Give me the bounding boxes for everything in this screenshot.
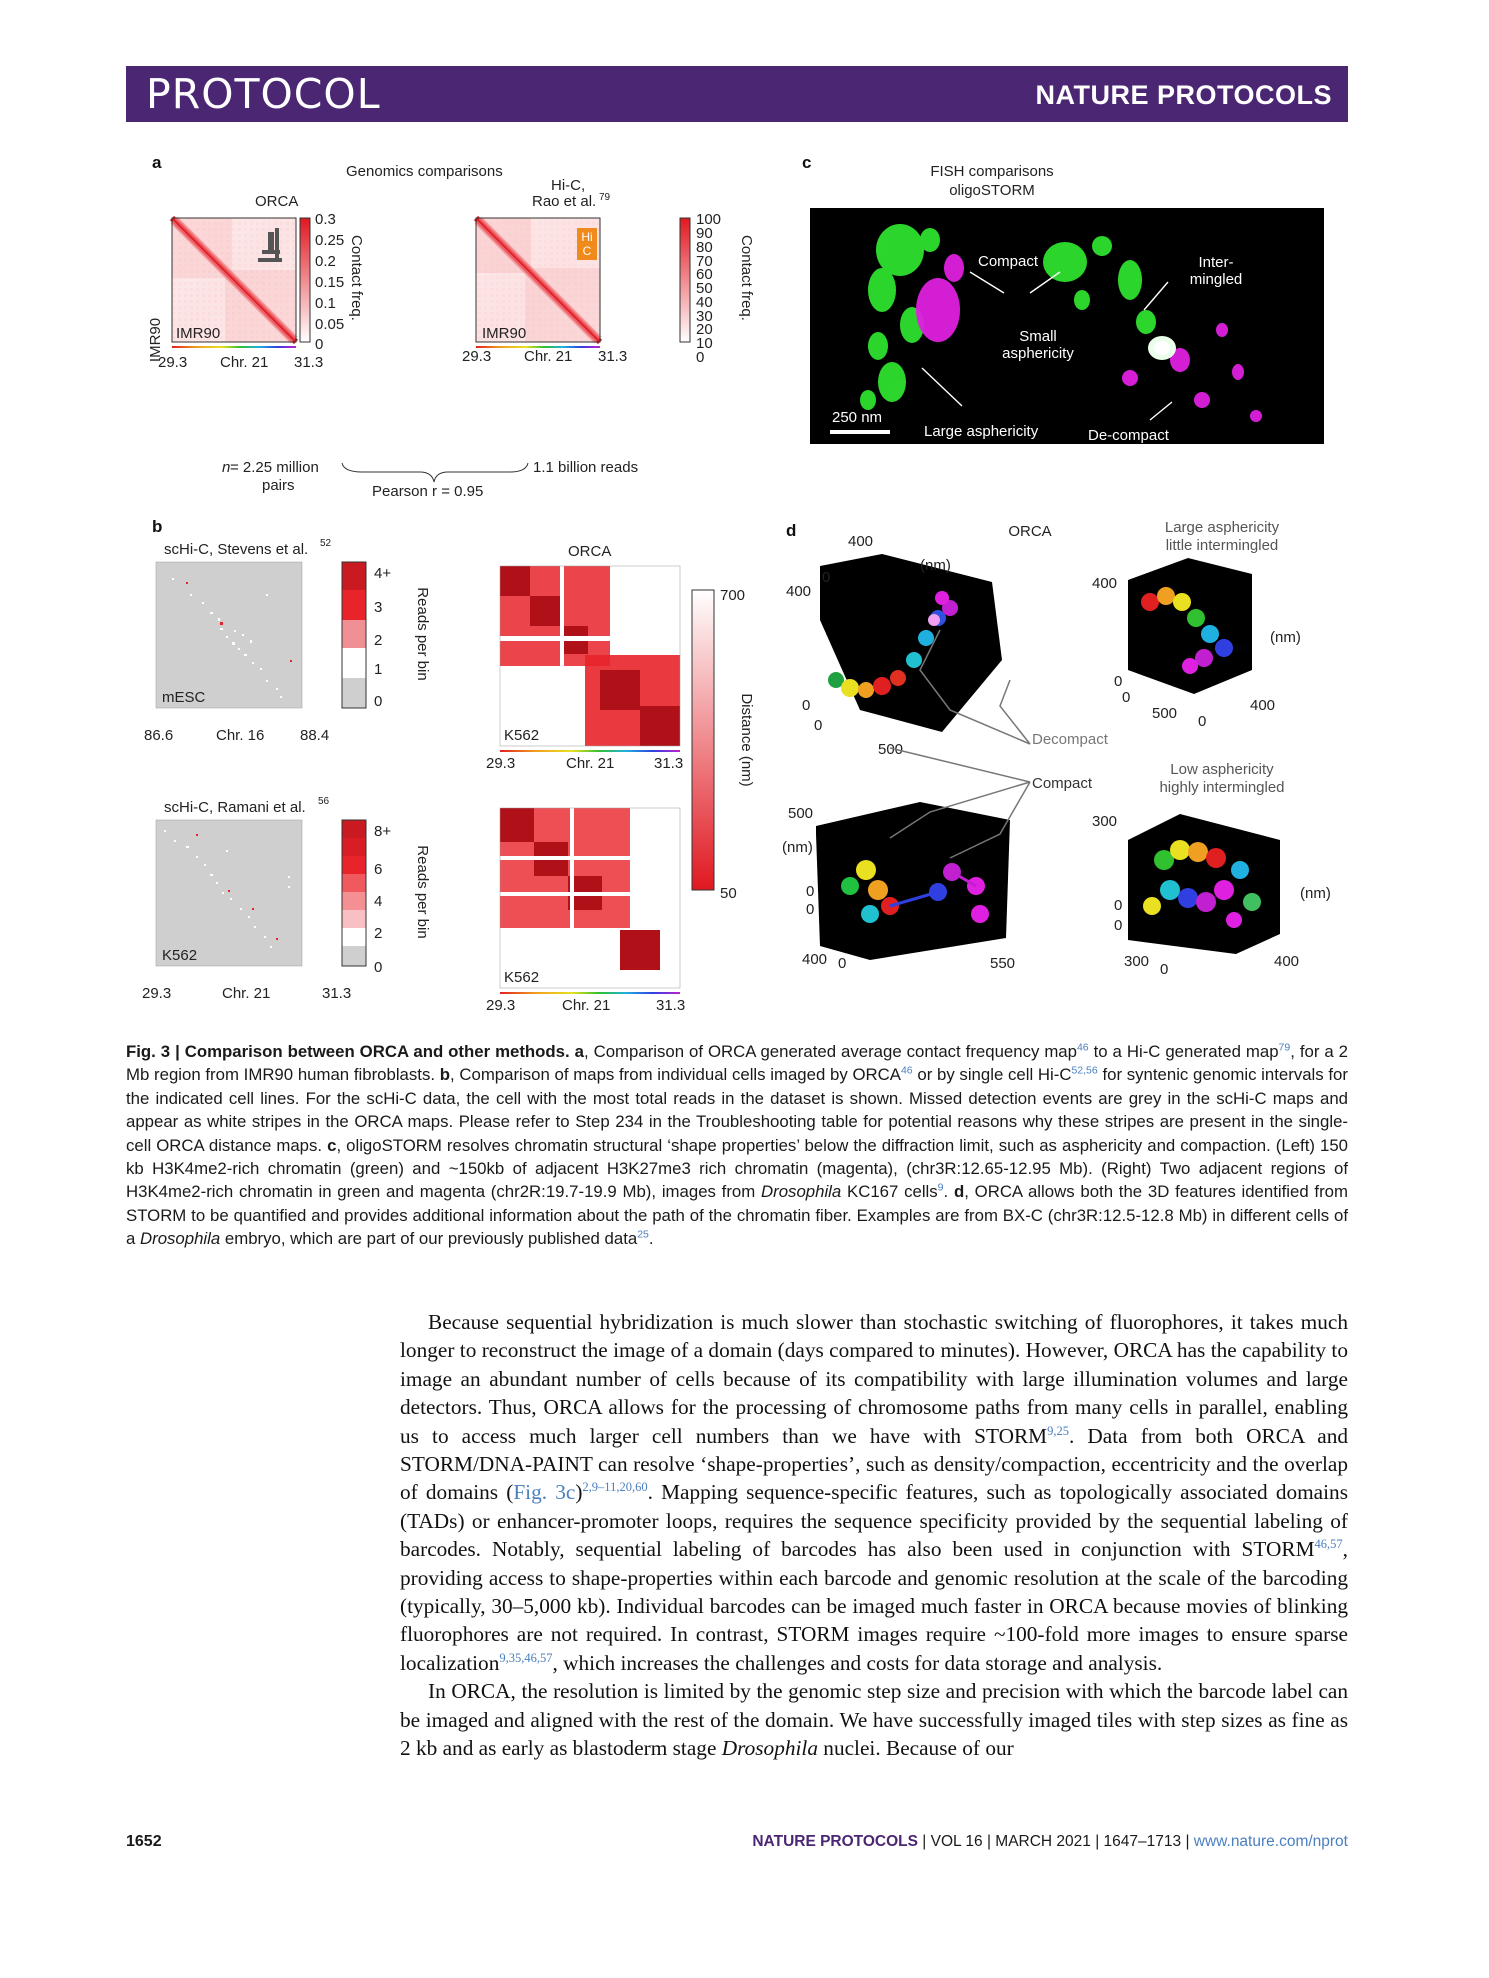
reads-per-bin-label-1: Reads per bin [414, 587, 431, 681]
orca-single-cell-top-label: K562 [504, 727, 540, 744]
large-asph-title-1: Large asphericity [1164, 519, 1280, 536]
svg-text:0: 0 [838, 955, 847, 972]
panel-c-title-2: oligoSTORM [949, 182, 1035, 199]
svg-text:0: 0 [1198, 713, 1207, 730]
svg-text:4+: 4+ [374, 565, 392, 582]
svg-text:70: 70 [696, 253, 713, 270]
svg-text:0.25: 0.25 [315, 232, 345, 249]
small-asphericity-label-2: asphericity [1002, 345, 1074, 362]
contact-freq-colorbar [300, 218, 310, 342]
ramani-schic-map [156, 820, 302, 966]
svg-text:0: 0 [822, 569, 831, 586]
hic-heatmap [476, 218, 600, 342]
oligostorm-image [810, 208, 1324, 444]
section-title: PROTOCOL [146, 70, 381, 118]
large-asphericity-label: Large asphericity [924, 423, 1039, 440]
panel-a-title: Genomics comparisons [346, 163, 503, 180]
orca-single-cell-map-bottom [500, 808, 680, 988]
panel-d-title: ORCA [1008, 523, 1052, 540]
figure-caption: Fig. 3 | Comparison between ORCA and other methods. a, Comparison of ORCA generated average contact frequency map$^{46}$ to a Hi-C generated map$^{79}$, for a 2 Mb region from IMR90 human fibroblasts. b, Comparison of maps from individual cells imaged by ORCA$^{46}$ or by single cell $Hi-C^{52,56}$ for syntenic genomic intervals for the indicated cell lines. For the scHi-C data, the cell with the most total reads in the dataset is shown. Missed detection events are grey in the scHi-C maps and appear as white stripes in the ORCA maps. Please refer to Step 234 in the Troubleshooting table for potential reasons why these stripes are present in the single-cell ORCA distance maps. c, oligoSTORM resolves chromatin structural ‘shape properties’ below the diffraction limit, such as asphericity and compaction. (Left) 150 kb H3K4me2-rich chromatin (green) and ~150kb of adjacent H3K27me3 rich chromatin (magenta), (chr3R:12.65-12.95 Mb). (Right) Two adjacent regions of H3K4me2-rich chromatin in green and magenta (chr2R:19.7-19.9 Mb), images from Drosophila KC167 cells$^9$. d, ORCA allows both the 3D features identified from STORM to be quantified and provides additional information about the path of the chromatin fiber. Examples are from BX-C (chr3R:12.5-12.8 Mb) in different cells of a Drosophila embryo, which are part of our previously published data$^{25}$. [126, 1041, 1348, 1249]
svg-text:31.3: 31.3 [294, 354, 324, 371]
comparison-stats [222, 459, 638, 500]
distance-high-tick: 700 [720, 587, 746, 604]
svg-text:29.3: 29.3 [158, 354, 188, 371]
imr90-row-label: IMR90 [147, 317, 164, 363]
orca-single-top-x-axis [486, 750, 683, 772]
orca-single-title: ORCA [568, 543, 612, 560]
svg-text:0: 0 [806, 901, 815, 918]
box-2-nm: (nm) [1270, 629, 1301, 646]
hic-colorbar [680, 218, 690, 342]
orca-x-axis [158, 346, 323, 371]
svg-text:31.3: 31.3 [598, 348, 628, 365]
ref-79[interactable]: 79 [1278, 1041, 1291, 1054]
orca-3d-box-2 [1128, 558, 1252, 694]
contact-freq-label-1: Contact freq. [348, 235, 365, 321]
svg-text:100: 100 [696, 211, 722, 228]
svg-text:0: 0 [814, 717, 823, 734]
box-3-nm: (nm) [782, 839, 813, 856]
svg-text:0: 0 [374, 693, 383, 710]
svg-text:0.15: 0.15 [315, 274, 345, 291]
svg-text:400: 400 [802, 951, 828, 968]
ramani-cell-label: K562 [162, 947, 198, 964]
svg-text:29.3: 29.3 [142, 985, 172, 1002]
svg-text:Chr. 21: Chr. 21 [524, 348, 573, 365]
ref-25[interactable]: 25 [637, 1228, 649, 1241]
orca-map-title: ORCA [255, 193, 299, 210]
svg-text:10: 10 [696, 335, 713, 352]
svg-text:Chr. 21: Chr. 21 [222, 985, 271, 1002]
orca-single-cell-map-top [500, 566, 680, 746]
svg-text:2: 2 [374, 632, 383, 649]
footer-date: MARCH 2021 [995, 1833, 1091, 1850]
svg-text:50: 50 [696, 280, 713, 297]
svg-text:300: 300 [1092, 813, 1118, 830]
journal-title: NATURE PROTOCOLS [1035, 80, 1332, 110]
fig-3c-link[interactable]: Fig. 3c [513, 1480, 576, 1505]
decompact-label-d: Decompact [1032, 731, 1108, 748]
figure-3 [130, 150, 1350, 1020]
low-asph-title-2: highly intermingled [1159, 779, 1285, 796]
body-paragraph-1: Because sequential hybridization is much slower than stochastic switching of fluorophores, it takes much longer to reconstruct the image of a domain (days compared to minutes). However, ORCA has the capability to image an abundant number of cells because of its compatibility with large illumination volumes and large detectors. Thus, ORCA allows for the processing of chromosome paths from many cells in parallel, enabling us to access much larger cell numbers than we have with STORM$^{9,25}$. Data from both ORCA and STORM/DNA-PAINT can resolve ‘shape-properties’, such as density/compaction, eccentricity and the overlap of domains (Fig. 3c)$^{2,9-11,20,60}$. Mapping sequence-specific features, such as topologically associated domains (TADs) or enhancer-promoter loops, requires the sequence specificity provided by the sequential labeling of barcodes. Notably, sequential labeling of barcodes has also been used in conjunction with STORM$^{46,57}$, providing access to shape-properties within each barcode and genomic resolution at the scale of the barcoding (typically, 30–5,000 kb). Individual barcodes can be imaged much faster in ORCA because movies of blinking fluorophores are not required. In contrast, STORM images require ~100-fold more images to ensure sparse localization$^{9,35,46,57}$, which increases the challenges and costs for data storage and analysis. [400, 1310, 1348, 1675]
hic-map-title-line1: Hi-C, [551, 177, 586, 194]
footer-pages: 1647–1713 [1103, 1833, 1182, 1850]
ref-9-57[interactable]: 9,35,46,57 [499, 1650, 553, 1665]
svg-text:400: 400 [786, 583, 812, 600]
ramani-reads-ticks [374, 823, 391, 976]
box-4-nm: (nm) [1300, 885, 1331, 902]
svg-text:Chr. 21: Chr. 21 [562, 997, 611, 1014]
svg-text:40: 40 [696, 294, 713, 311]
ref-46b[interactable]: 46 [900, 1064, 913, 1077]
panel-a-letter: a [152, 153, 162, 172]
svg-text:80: 80 [696, 239, 713, 256]
panel-d-letter: d [786, 521, 797, 540]
caption-figure-label: Fig. 3 | Comparison between ORCA and other methods. [126, 1042, 570, 1061]
svg-text:C: C [582, 244, 592, 258]
body-text [400, 1308, 1348, 1763]
svg-text:400: 400 [848, 533, 874, 550]
page-number: 1652 [126, 1833, 162, 1850]
svg-text:29.3: 29.3 [486, 997, 516, 1014]
panel-b-letter: b [152, 517, 163, 536]
intermingled-label-1: Inter- [1198, 254, 1234, 271]
ramani-reads-colorbar [342, 820, 366, 966]
orca-3d-box-3 [816, 802, 1010, 960]
panel-c-letter: c [802, 153, 812, 172]
header-banner [126, 66, 1348, 122]
ramani-x-axis [142, 985, 351, 1002]
svg-text:1: 1 [374, 661, 383, 678]
body-paragraph-2: In ORCA, the resolution is limited by the genomic step size and precision with which the barcode label can be imaged and aligned with the rest of the domain. We have successfully imaged tiles with step sizes as fine as 2 kb and as early as blastoderm stage Drosophila nuclei. Because of our [400, 1679, 1348, 1761]
hic-x-axis [462, 346, 627, 365]
orca-single-bottom-x-axis [486, 992, 685, 1014]
svg-text:500: 500 [1152, 705, 1178, 722]
svg-text:90: 90 [696, 225, 713, 242]
orca-average-heatmap [172, 218, 296, 342]
svg-text:500: 500 [878, 741, 904, 758]
svg-text:31.3: 31.3 [654, 755, 684, 772]
stevens-title: scHi-C, Stevens et al. [164, 541, 309, 558]
ramani-ref: 56 [318, 796, 330, 807]
svg-text:6: 6 [374, 861, 383, 878]
svg-text:1.1 billion reads: 1.1 billion reads [533, 459, 639, 476]
svg-text:0: 0 [1160, 961, 1169, 978]
ref-9-25[interactable]: 9,25 [1047, 1423, 1069, 1438]
footer-citation: NATURE PROTOCOLS | VOL 16 | MARCH 2021 | 1647–1713 | www.nature.com/nprot [752, 1833, 1348, 1850]
stevens-reads-ticks [374, 565, 391, 710]
svg-text:400: 400 [1274, 953, 1300, 970]
stevens-reads-colorbar [342, 562, 366, 708]
ref-9[interactable]: 9 [937, 1181, 944, 1194]
ramani-title: scHi-C, Ramani et al. [164, 799, 306, 816]
orca-colorbar-ticks [315, 211, 344, 353]
svg-text:0: 0 [1114, 673, 1123, 690]
hic-ref: 79 [599, 192, 611, 203]
svg-text:Chr. 21: Chr. 21 [220, 354, 269, 371]
svg-text:0: 0 [315, 336, 324, 353]
svg-text:n: n [222, 459, 231, 476]
hic-icon [577, 228, 597, 260]
footer-volume: VOL 16 [930, 1833, 983, 1850]
scale-bar-label: 250 nm [832, 409, 883, 426]
svg-text:0: 0 [1122, 689, 1131, 706]
svg-text:= 2.25 million: = 2.25 million [230, 459, 319, 476]
svg-text:29.3: 29.3 [486, 755, 516, 772]
svg-text:0.05: 0.05 [315, 316, 345, 333]
stevens-schic-map [156, 562, 302, 708]
svg-text:pairs: pairs [262, 477, 295, 494]
svg-text:0.2: 0.2 [315, 253, 336, 270]
svg-text:0: 0 [1114, 917, 1123, 934]
svg-text:30: 30 [696, 308, 713, 325]
panel-c-title-1: FISH comparisons [930, 163, 1054, 180]
hic-map-title-line2: Rao et al. [532, 193, 597, 210]
svg-text:0: 0 [1114, 897, 1123, 914]
orca-single-cell-bottom-label: K562 [504, 969, 540, 986]
ref-52-56[interactable]: 52,56 [1071, 1064, 1098, 1077]
compact-label-d: Compact [1032, 775, 1093, 792]
svg-text:Chr. 21: Chr. 21 [566, 755, 615, 772]
distance-low-tick: 50 [720, 885, 737, 902]
footer-journal: NATURE PROTOCOLS [752, 1833, 918, 1850]
distance-label: Distance (nm) [738, 693, 755, 787]
orca-cell-label: IMR90 [176, 325, 221, 342]
svg-text:Chr. 16: Chr. 16 [216, 727, 265, 744]
box-1-nm: (nm) [920, 557, 951, 574]
svg-text:Hi: Hi [581, 230, 593, 244]
small-asphericity-label-1: Small [1019, 328, 1057, 345]
svg-text:400: 400 [1092, 575, 1118, 592]
ref-2-60[interactable]: 2,9–11,20,60 [582, 1480, 648, 1495]
svg-text:4: 4 [374, 893, 383, 910]
compact-label: Compact [978, 253, 1039, 270]
svg-text:31.3: 31.3 [656, 997, 686, 1014]
svg-text:0: 0 [696, 349, 705, 366]
svg-text:0: 0 [806, 883, 815, 900]
distance-colorbar [692, 590, 714, 890]
svg-text:0.3: 0.3 [315, 211, 336, 228]
intermingled-label-2: mingled [1189, 271, 1243, 288]
decompact-label-c: De-compact [1088, 427, 1169, 444]
hic-colorbar-ticks [696, 211, 721, 366]
ref-46[interactable]: 46 [1076, 1041, 1089, 1054]
svg-text:60: 60 [696, 266, 713, 283]
svg-text:500: 500 [788, 805, 814, 822]
large-asph-title-2: little intermingled [1165, 537, 1279, 554]
svg-text:Pearson r = 0.95: Pearson r = 0.95 [372, 483, 484, 500]
svg-text:3: 3 [374, 599, 383, 616]
svg-text:8+: 8+ [374, 823, 392, 840]
svg-text:0: 0 [374, 959, 383, 976]
low-asph-title-1: Low asphericity [1170, 761, 1274, 778]
svg-text:0: 0 [802, 697, 811, 714]
svg-text:550: 550 [990, 955, 1016, 972]
svg-text:20: 20 [696, 321, 713, 338]
svg-text:88.4: 88.4 [300, 727, 330, 744]
svg-text:31.3: 31.3 [322, 985, 352, 1002]
contact-freq-label-2: Contact freq. [738, 235, 755, 321]
svg-text:86.6: 86.6 [144, 727, 174, 744]
svg-text:0.1: 0.1 [315, 295, 336, 312]
stevens-cell-label: mESC [162, 689, 206, 706]
svg-text:400: 400 [1250, 697, 1276, 714]
reads-per-bin-label-2: Reads per bin [414, 845, 431, 939]
orca-3d-box-4 [1128, 814, 1280, 954]
hic-cell-label: IMR90 [482, 325, 527, 342]
svg-text:29.3: 29.3 [462, 348, 492, 365]
svg-text:2: 2 [374, 925, 383, 942]
svg-text:300: 300 [1124, 953, 1150, 970]
stevens-ref: 52 [320, 538, 332, 549]
ref-46-57[interactable]: 46,57 [1314, 1537, 1343, 1552]
orca-3d-box-1 [820, 554, 1002, 732]
stevens-x-axis [144, 727, 329, 744]
footer-url[interactable]: www.nature.com/nprot [1193, 1833, 1348, 1850]
